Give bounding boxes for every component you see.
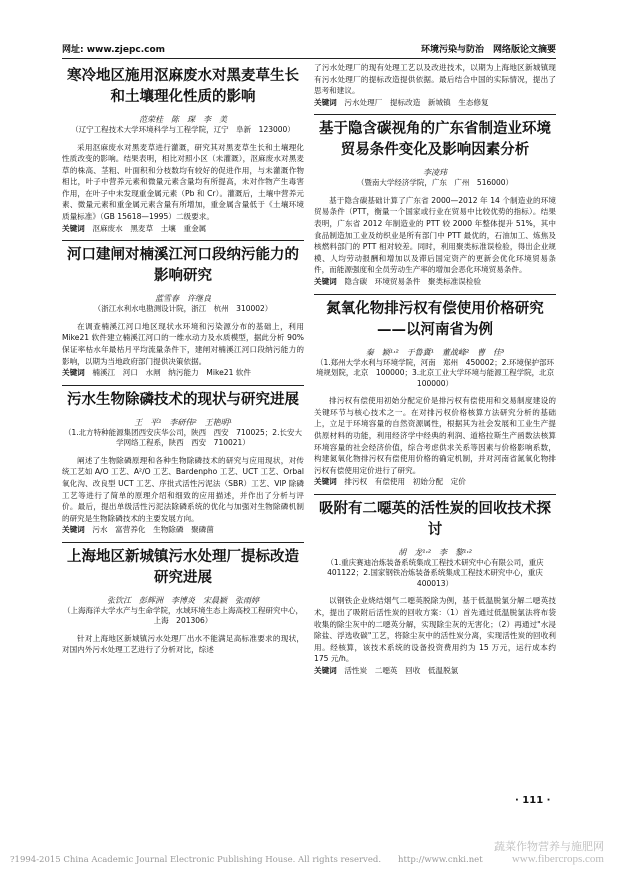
article-title: 氮氧化物排污权有偿使用价格研究——以河南省为例 — [326, 300, 544, 338]
article-abstract: 在调查楠溪江河口地区现状水环境和污染源分布的基础上，利用 Mike21 软件建立楠溪江河口的一维水动力及水质模型，据此分析 90% 保证率枯水年最枯月平均流量条件下，建闸对楠溪江河口段纳污能力的影响，以期为当地政府部门提供决策依据。 — [62, 321, 304, 366]
article-abstract: 了污水处理厂的现有处理工艺以及改进技术，以期为上海地区新城镇现有污水处理厂的提标改造提供依据。最后结合中国的实际情况，提出了思考和建议。 — [314, 63, 556, 96]
article-keywords — [314, 476, 556, 488]
keywords-label: 关键词 — [314, 97, 337, 107]
article-abstract: 采用沤麻废水对黑麦草进行灌溉，研究其对黑麦草生长和土壤理化性质改变的影响。结果表明，相比对照小区（未灌溉），沤麻废水对黑麦草的株高、茎粗、叶面积和分枝数均有较好的促进作用，与未灌溉作物相比，叶子中营养元素和微量元素含量均有所提高，未对作物产生毒害作用，在叶子中未发现重金属元素（Pb 和 Cr）。灌溉后，土壤中营养元素、微量元素和重金属元素含量有所增加，重金属含量低于《土壤环境质量标准》（GB 15618—1995）二级要求。 — [62, 142, 304, 222]
article-divider — [314, 114, 556, 115]
article-5 — [314, 119, 556, 287]
article-affiliation: （1.北方特种能源集团西安庆华公司，陕西 西安 710025；2.长安大学网络工程系，陕西 西安 710021） — [64, 427, 302, 448]
article-title: 河口建闸对楠溪江河口段纳污能力的影响研究 — [67, 247, 299, 285]
article-keywords — [62, 223, 304, 235]
article-authors: 胡 龙¹˒² 李 黎¹˒² — [398, 547, 472, 557]
article-keywords — [314, 665, 556, 677]
article-title: 吸附有二噁英的活性炭的回收技术探讨 — [319, 500, 551, 538]
article-3 — [62, 390, 304, 536]
article-2 — [62, 245, 304, 378]
article-abstract: 针对上海地区新城镇污水处理厂出水不能满足高标准要求的现状，对国内外污水处理工艺进行了分析对比，综述 — [62, 633, 304, 655]
article-affiliation: （辽宁工程技术大学环境科学与工程学院，辽宁 阜新 123000） — [71, 125, 295, 134]
keywords-label: 关键词 — [62, 525, 85, 535]
article-1 — [62, 66, 304, 234]
header-journal-section: 环境污染与防治 网络版论文摘要 — [420, 45, 556, 55]
article-7 — [314, 499, 556, 677]
article-abstract: 基于隐含碳基础计算了广东省 2000—2012 年 14 个制造业的环境贸易条件（PTT，衡量一个国家或行业在贸易中比较优势的指标）。结果表明，广东省 2012 年制造业的 PTT 较 2000 年整体提升 51%，其中食品制造加工业及纺织业是所有部门中 PTT 最优的，石油加工、炼焦及核燃料部门的 PTT 相对较差。同时，利用聚类标准误检验，得出企业规模、人均劳动报酬和增加以及滞后国定资产的更新会优化环境贸易条件，而能源强度和全员劳动生产率的增加会恶化环境贸易条件。 — [314, 195, 556, 275]
article-affiliation: （浙江水利水电勘测设计院，浙江 杭州 310002） — [93, 304, 273, 314]
keywords-label: 关键词 — [314, 665, 337, 675]
article-abstract: 阐述了生物除磷原理和各种生物除磷技术的研究与应用现状，对传统工艺如 A/O 工艺、A²/O 工艺、Bardenpho 工艺、UCT 工艺、Orbal 氧化沟、改良型 UCT 工艺、序批式活性污泥法（SBR）工艺、VIP 除磷工艺等进行了简单的原理介绍和细致的应用描述，并作出了分析与评价。最后，提出单级活性污泥法除磷系统的优化与加强对生物除磷机制的研究是生物除磷技术的主要发展方向。 — [62, 455, 304, 523]
article-authors: 王 平¹ 李研伟² 王艳明¹ — [134, 417, 232, 427]
article-title: 上海地区新城镇污水处理厂提标改造研究进展 — [67, 548, 299, 586]
article-authors: 范荣桂 陈 琛 李 美 — [139, 115, 227, 124]
keywords-label: 关键词 — [314, 277, 337, 287]
keywords-label: 关键词 — [314, 477, 337, 487]
article-abstract: 排污权有偿使用初始分配定价是排污权有偿使用和交易制度建设的关键环节与核心技术之一。在对排污权价格核算方法研究分析的基础上，立足于环境容量的自然资源属性，根据其为社会发展和工业生产提供原材料的功能，利用经济学中经典的利润、道格拉斯生产函数法核算环境容量的社会经济价值，综合考虑供求关系等因素与价格影响系数，构建氮氧化物排污权有偿使用价格的确定机制，并对河南省氮氧化物排污权有偿使用定价进行了研究。 — [314, 396, 556, 475]
article-affiliation: （暨南大学经济学院，广东 广州 516000） — [356, 178, 514, 188]
watermark-url: www.fibercrops.com — [511, 853, 604, 865]
keywords-label: 关键词 — [62, 368, 85, 378]
article-abstract: 以钢铁企业烧结烟气二噁英脱除为例，基于低温脱氯分解二噁英技术，提出了吸附后活性炭的回收方案：（1）首先通过低温脱氯法将布袋收集的除尘灰中的二噁英分解，实现除尘灰的无害化；（2）再通过"水浸除盐、浮选收碳"工艺，将除尘灰中的活性炭分离，实现活性炭的回收利用。经核算，该技术系统的设备投资费用约为 15 万元，运行成本约 175 元/h。 — [314, 596, 556, 664]
keywords-text: 排污权 有偿使用 初始分配 定价 — [344, 477, 466, 487]
running-header — [62, 42, 556, 59]
article-divider — [62, 542, 304, 543]
left-column — [62, 62, 304, 656]
header-website: 网址: www.zjepc.com — [62, 45, 166, 55]
keywords-text: 污水 富营养化 生物除磷 聚磷菌 — [92, 525, 214, 535]
article-affiliation: （上海海洋大学水产与生命学院，水域环境生态上海高校工程研究中心，上海 201306） — [63, 605, 303, 626]
article-authors: 李凌玮 — [423, 168, 447, 178]
article-title: 寒冷地区施用沤麻废水对黑麦草生长和土壤理化性质的影响 — [67, 68, 299, 105]
article-keywords — [62, 367, 304, 379]
keywords-text: 楠溪江 河口 水闸 纳污能力 Mike21 软件 — [92, 368, 252, 378]
article-divider — [314, 294, 556, 295]
keywords-text: 活性炭 二噁英 回收 低温脱氯 — [344, 665, 459, 675]
right-column — [314, 62, 562, 679]
article-6 — [314, 299, 562, 488]
article-divider — [62, 240, 304, 241]
article-authors: 张饮江 彭辉洲 李博炎 宋晨颖 张雨婷 — [107, 595, 259, 605]
watermark: 蔬菜作物营养与施肥网 — [494, 840, 604, 853]
article-authors: 蓝雪春 许继良 — [155, 294, 211, 304]
copyright-footer: ?1994-2015 China Academic Journal Electronic Publishing House. All rights reserved. http://www.cnki.net — [10, 855, 483, 865]
article-4-continued — [314, 62, 556, 108]
article-divider — [62, 385, 304, 386]
article-keywords — [314, 276, 556, 288]
article-title: 基于隐含碳视角的广东省制造业环境贸易条件变化及影响因素分析 — [319, 121, 551, 159]
article-affiliation: （1.重庆赛迪冶炼装备系统集成工程技术研究中心有限公司，重庆 401122；2.国家钢铁冶炼装备系统集成工程技术研究中心，重庆 400013） — [326, 557, 552, 588]
article-divider — [314, 494, 556, 495]
keywords-text: 污水处理厂 提标改造 新城镇 生态修复 — [344, 97, 489, 107]
article-keywords — [314, 97, 556, 109]
keywords-label: 关键词 — [62, 223, 85, 233]
article-4 — [62, 547, 304, 656]
article-authors: 秦 颖¹˒² 于鲁冀¹ 董战峰² 曹 佳³ — [365, 347, 505, 357]
article-keywords — [62, 524, 304, 536]
keywords-text: 沤麻废水 黑麦草 土壤 重金属 — [92, 223, 207, 233]
page-number: · 111 · — [515, 795, 551, 806]
article-title: 污水生物除磷技术的现状与研究进展 — [67, 391, 299, 408]
article-affiliation: （1.郑州大学水利与环境学院，河南 郑州 450002；2.环境保护部环境规划院，北京 100000；3.北京工业大学环境与能源工程学院，北京 100000） — [315, 357, 562, 388]
keywords-text: 隐含碳 环境贸易条件 聚类标准误检验 — [344, 277, 482, 287]
